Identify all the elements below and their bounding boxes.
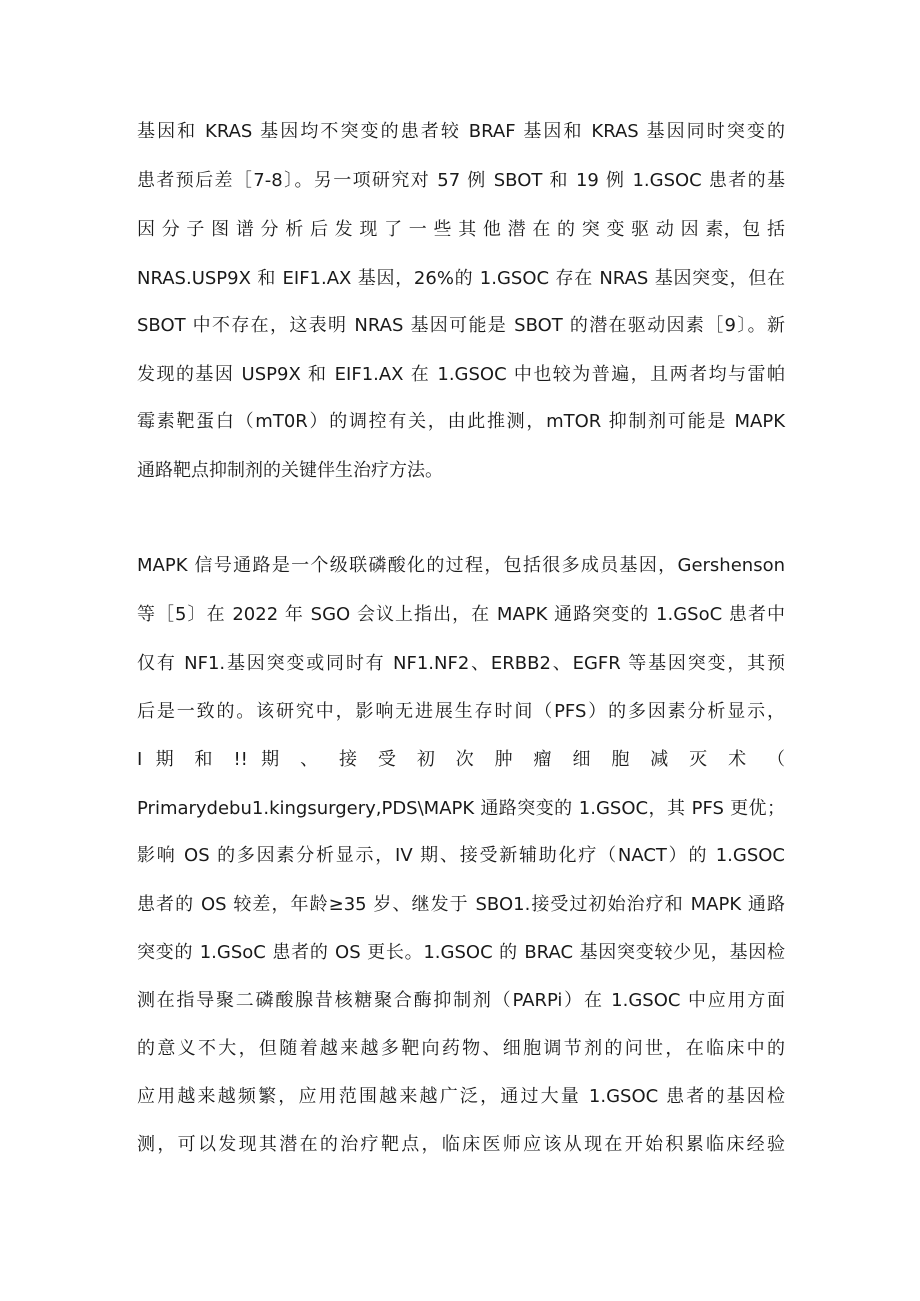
text-line: 后是一致的。该研究中，影响无进展生存时间（PFS）的多因素分析显示， — [137, 701, 785, 722]
text-line: 测，可以发现其潜在的治疗靶点，临床医师应该从现在开始积累临床经验 — [137, 1134, 785, 1155]
text-line: 通路靶点抑制剂的关键伴生治疗方法。 — [137, 460, 443, 481]
text-line: 仅有 NF1.基因突变或同时有 NF1.NF2、ERBB2、EGFR 等基因突变，其预 — [137, 653, 785, 674]
text-line: 患者预后差［7-8〕。另一项研究对 57 例 SBOT 和 19 例 1.GSOC 患者的基 — [137, 170, 785, 191]
text-line: MAPK 信号通路是一个级联磷酸化的过程，包括很多成员基因，Gershenson — [137, 555, 785, 576]
text-line: 应用越来越频繁，应用范围越来越广泛，通过大量 1.GSOC 患者的基因检 — [137, 1086, 785, 1107]
text-line: 基因和 KRAS 基因均不突变的患者较 BRAF 基因和 KRAS 基因同时突变的 — [137, 121, 785, 142]
text-line: 霉素靶蛋白（mT0R）的调控有关，由此推测，mTOR 抑制剂可能是 MAPK — [137, 411, 785, 432]
text-line: 因 分 子 图 谱 分 析 后 发 现 了 一 些 其 他 潜 在 的 突 变 驱 动 因 素，包 括 — [137, 219, 785, 240]
text-line: 的意义不大，但随着越来越多靶向药物、细胞调节剂的问世，在临床中的 — [137, 1038, 785, 1059]
text-line: 测在指导聚二磷酸腺昔核糖聚合酶抑制剂（PARPi）在 1.GSOC 中应用方面 — [137, 990, 785, 1011]
text-line: 发现的基因 USP9X 和 EIF1.AX 在 1.GSOC 中也较为普遍，且两者均与雷帕 — [137, 364, 785, 385]
text-line: Primarydebu1.kingsurgery,PDS\MAPK 通路突变的 1.GSOC，其 PFS 更优； — [137, 798, 785, 819]
text-line: NRAS.USP9X 和 EIF1.AX 基因，26%的 1.GSOC 存在 NRAS 基因突变，但在 — [137, 268, 785, 289]
text-line: 突变的 1.GSoC 患者的 OS 更长。1.GSOC 的 BRAC 基因突变较少见，基因检 — [137, 942, 785, 963]
text-line: 等［5〕在 2022 年 SGO 会议上指出，在 MAPK 通路突变的 1.GSoC 患者中 — [137, 604, 785, 625]
text-line: I 期 和 !! 期 、 接 受 初 次 肿 瘤 细 胞 减 灭 术 （ — [137, 749, 785, 770]
text-line: 患者的 OS 较差，年龄≥35 岁、继发于 SBO1.接受过初始治疗和 MAPK 通路 — [137, 894, 785, 915]
text-line: 影响 OS 的多因素分析显示，IV 期、接受新辅助化疗（NACT）的 1.GSOC — [137, 845, 785, 866]
text-line: SBOT 中不存在，这表明 NRAS 基因可能是 SBOT 的潜在驱动因素［9〕。新 — [137, 315, 785, 336]
